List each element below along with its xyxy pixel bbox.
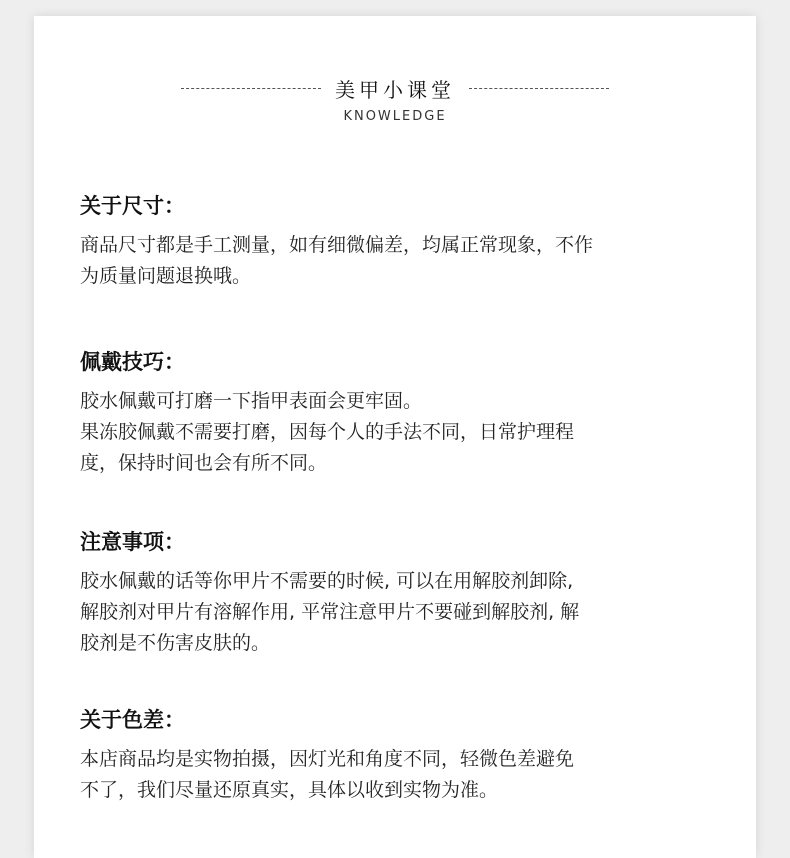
section-text-line: 解胶剂对甲片有溶解作用, 平常注意甲片不要碰到解胶剂, 解 [80, 601, 580, 623]
section-color-difference [80, 704, 740, 806]
section-text-line: 果冻胶佩戴不需要打磨，因每个人的手法不同，日常护理程 [80, 421, 575, 443]
left-dashed-divider [181, 88, 321, 89]
section-text-line: 本店商品均是实物拍摄，因灯光和角度不同，轻微色差避免 [80, 748, 575, 770]
right-dashed-divider [469, 88, 609, 89]
section-title: 关于色差： [80, 708, 185, 732]
section-title: 注意事项： [80, 530, 185, 554]
header [34, 74, 756, 124]
section-title: 关于尺寸： [80, 194, 185, 218]
section-text-line: 胶水佩戴可打磨一下指甲表面会更牢固。 [80, 390, 423, 412]
section-text-line: 度，保持时间也会有所不同。 [80, 452, 328, 474]
section-text-line: 商品尺寸都是手工测量，如有细微偏差，均属正常现象，不作 [80, 234, 594, 256]
section-text-line: 不了，我们尽量还原真实，具体以收到实物为准。 [80, 779, 499, 801]
page-title: 美甲小课堂 [335, 78, 455, 102]
section-text-line: 为质量问题退换哦。 [80, 265, 252, 287]
section-size [80, 190, 740, 292]
section-text-line: 胶剂是不伤害皮肤的。 [80, 632, 271, 654]
header-row [34, 74, 756, 103]
section-notes [80, 526, 740, 659]
knowledge-card [34, 16, 756, 858]
page-subtitle: KNOWLEDGE [343, 109, 447, 124]
section-text-line: 胶水佩戴的话等你甲片不需要的时候, 可以在用解胶剂卸除, [80, 570, 574, 592]
section-wearing-tips [80, 346, 740, 479]
section-title: 佩戴技巧： [80, 350, 185, 374]
